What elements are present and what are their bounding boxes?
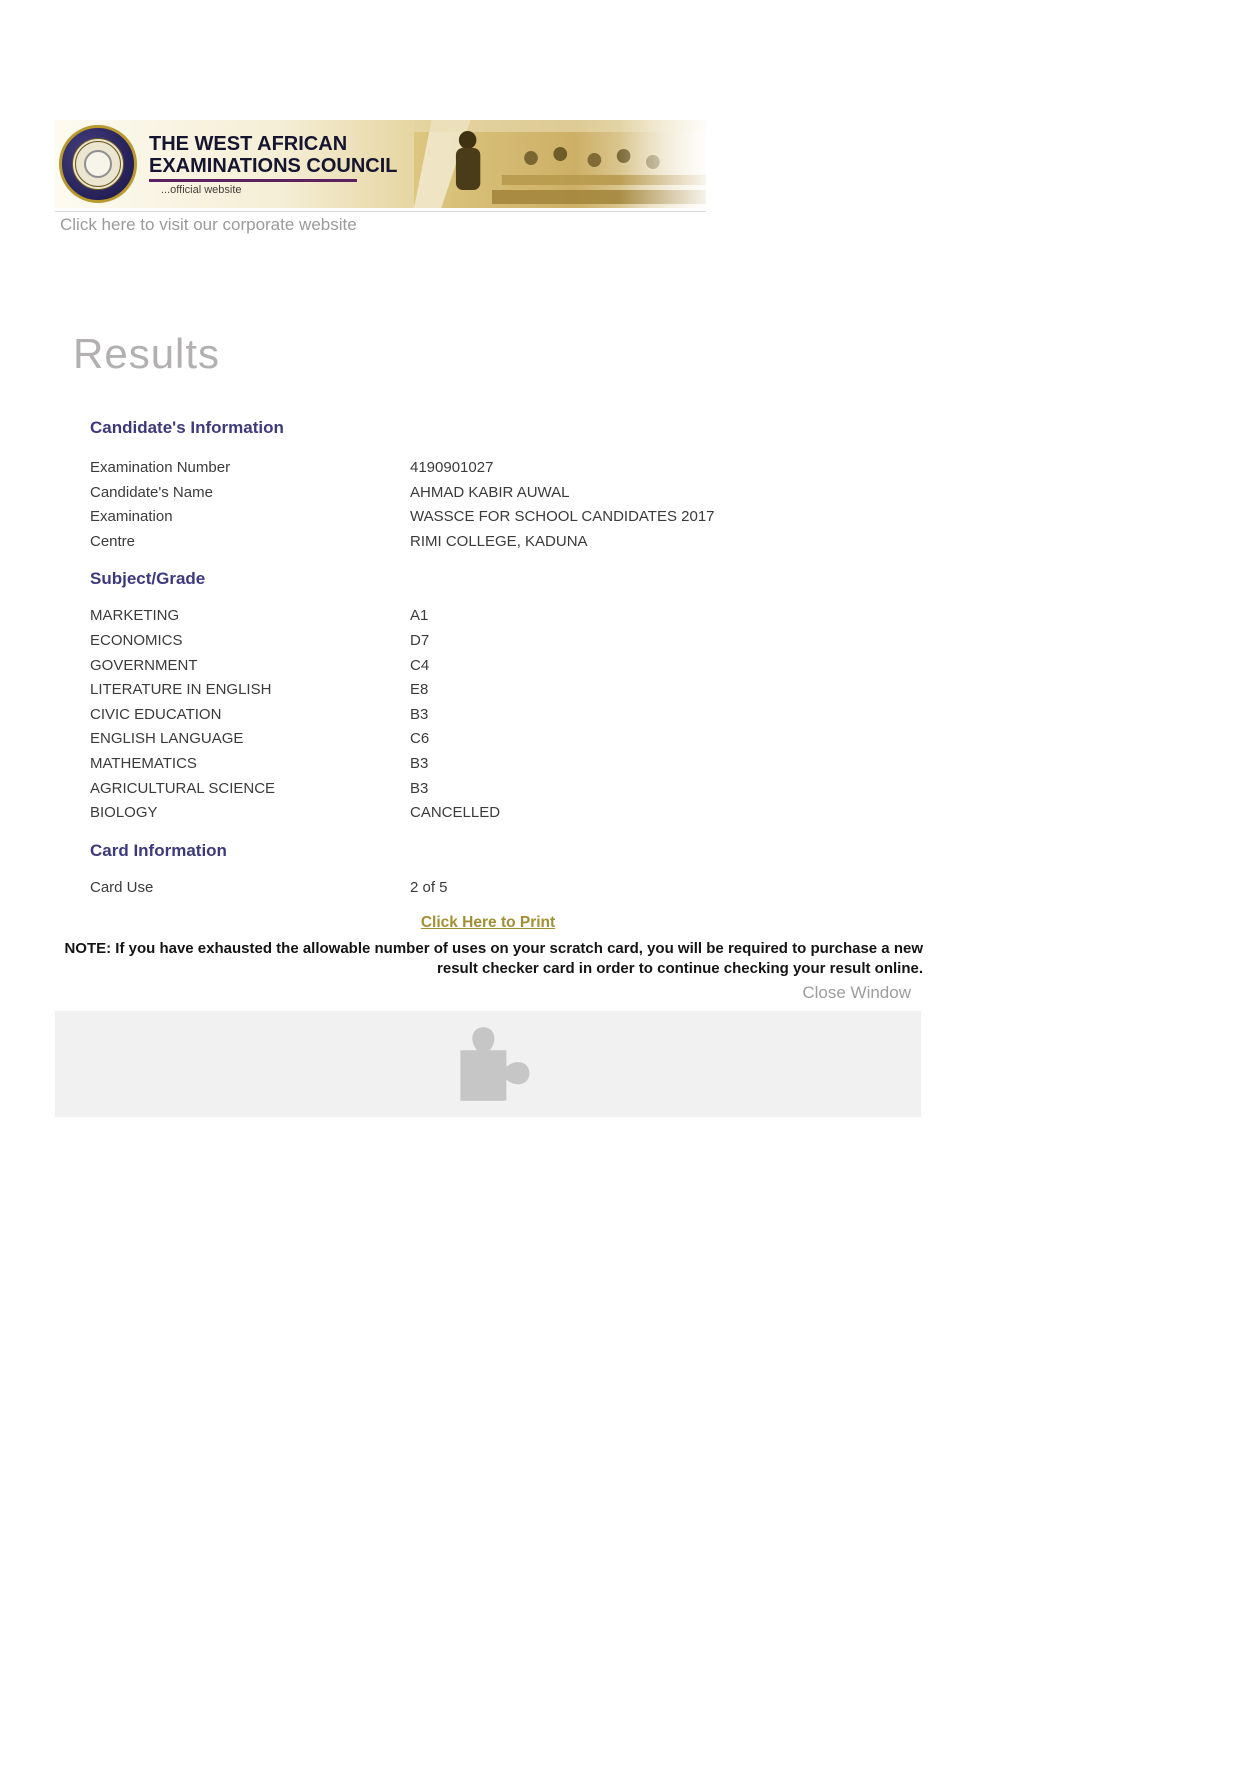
- subject-row: [90, 727, 920, 752]
- page-title: Results: [73, 330, 221, 377]
- puzzle-icon: [442, 1018, 534, 1110]
- info-row: [90, 456, 920, 481]
- subject-row: [90, 604, 920, 629]
- plugin-placeholder: [55, 1011, 921, 1117]
- subject-name: LITERATURE IN ENGLISH: [90, 681, 272, 699]
- waec-banner: [55, 120, 706, 212]
- card-use-row: [90, 876, 920, 901]
- banner-background: [55, 120, 706, 208]
- subject-grade: B3: [410, 705, 429, 723]
- subject-row: [90, 752, 920, 777]
- subject-row: [90, 678, 920, 703]
- subject-row: [90, 703, 920, 728]
- org-tagline: ...official website: [161, 183, 242, 196]
- subject-name: GOVERNMENT: [90, 656, 198, 674]
- subject-name: MARKETING: [90, 607, 180, 625]
- waec-logo-emblem: [84, 150, 112, 178]
- info-value: 4190901027: [410, 459, 494, 476]
- info-value: RIMI COLLEGE, KADUNA: [410, 532, 588, 550]
- info-label: Examination Number: [90, 459, 231, 476]
- subject-grade: B3: [410, 779, 429, 797]
- subject-grade: B3: [410, 754, 429, 772]
- results-content: [90, 418, 920, 900]
- info-value: AHMAD KABIR AUWAL: [410, 483, 570, 501]
- card-info-heading: Card Information: [90, 840, 227, 860]
- subject-row: [90, 777, 920, 802]
- subject-grade: C6: [410, 730, 430, 748]
- corporate-website-link[interactable]: Click here to visit our corporate website: [60, 215, 357, 234]
- subject-grade: E8: [410, 681, 429, 699]
- subject-row: [90, 629, 920, 654]
- org-name-block: [149, 133, 398, 196]
- subject-grade: A1: [410, 607, 429, 625]
- print-link[interactable]: Click Here to Print: [420, 914, 556, 931]
- candidate-info-heading: Candidate's Information: [90, 418, 284, 437]
- classroom-photo-icon: [414, 120, 706, 208]
- subject-grade: D7: [410, 631, 430, 649]
- info-label: Examination: [90, 508, 173, 526]
- close-window-link[interactable]: Close Window: [802, 983, 911, 1002]
- subject-grade: CANCELLED: [410, 804, 501, 822]
- subject-grade: C4: [410, 656, 430, 674]
- subject-name: ECONOMICS: [90, 631, 183, 649]
- info-value: WASSCE FOR SCHOOL CANDIDATES 2017: [410, 508, 715, 526]
- card-use-label: Card Use: [90, 878, 154, 896]
- org-underline: [149, 179, 357, 182]
- waec-logo-icon: [59, 125, 137, 203]
- subject-name: BIOLOGY: [90, 804, 158, 822]
- subject-grade-heading: Subject/Grade: [90, 569, 206, 589]
- info-label: Candidate's Name: [90, 483, 213, 501]
- subject-name: CIVIC EDUCATION: [90, 705, 222, 723]
- subject-name: ENGLISH LANGUAGE: [90, 730, 244, 748]
- info-row: [90, 481, 920, 506]
- subject-name: AGRICULTURAL SCIENCE: [90, 779, 276, 797]
- scratch-card-note: NOTE: If you have exhausted the allowable number of uses on your scratch card, you will be required to purchase a new result checker card in order to continue checking your result online.: [64, 940, 923, 977]
- info-label: Centre: [90, 532, 136, 550]
- subject-row: [90, 801, 920, 826]
- info-row: [90, 530, 920, 555]
- info-row: [90, 505, 920, 530]
- card-use-value: 2 of 5: [410, 878, 448, 896]
- org-name-line2: EXAMINATIONS COUNCIL: [149, 154, 398, 177]
- print-row: [55, 914, 921, 932]
- org-name-line1: THE WEST AFRICAN: [149, 132, 348, 155]
- close-row: [55, 983, 911, 1003]
- waec-logo-ring: [72, 138, 124, 190]
- subject-row: [90, 654, 920, 679]
- subject-name: MATHEMATICS: [90, 754, 197, 772]
